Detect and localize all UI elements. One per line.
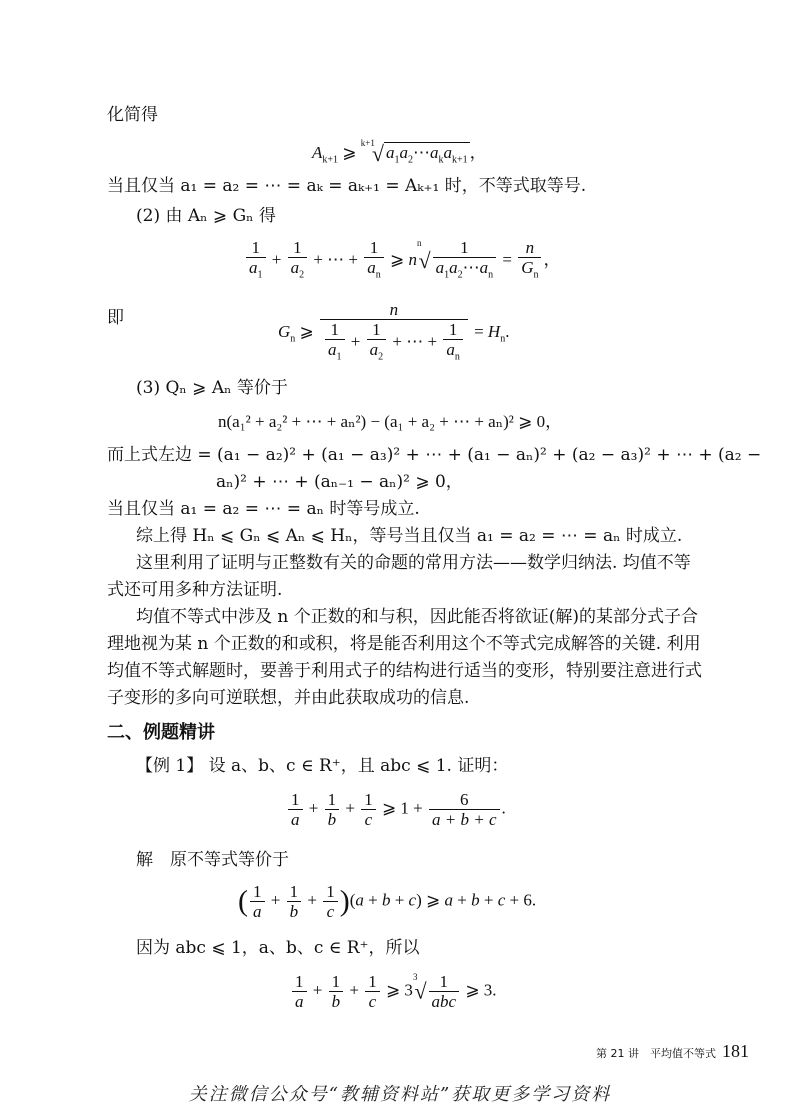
equation-part-2: $\frac{1}{a_1}$ + $\frac{1}{a_2}$ + ⋯ + $\frac{1}{a_n}$ ⩾ $n^n√$ $\frac{1}{a_1a_2\cdots a_n}$ = $\frac{n}{G_n}$ ，: [244, 238, 560, 284]
text-ji: 即: [107, 308, 124, 328]
text-para1-line2: 式还可用多种方法证明.: [107, 580, 283, 600]
text-para2-line3: 均值不等式解题时，要善于利用式子的结构进行适当的变形，特别要注意进行式: [107, 661, 702, 681]
chapter-label: 第 21 讲 平均值不等式: [596, 1047, 716, 1060]
text-para2-line1: 均值不等式中涉及 n 个正数的和与积，因此能否将欲证(解)的某部分式子合: [136, 607, 699, 627]
equation-solution: ( $\frac{1}{a}$ + $\frac{1}{b}$ + $\frac{1}{c}$ )(a + b + c) ⩾ a + b + c + 6.: [238, 882, 537, 921]
text-simplify: 化简得: [107, 105, 158, 125]
text-example-1: 【例 1】 设 a、b、c ∈ R⁺，且 abc ⩽ 1. 证明：: [136, 756, 509, 776]
equation-harmonic: $G_n$ ⩾ n $\frac{1}{a_1}$ + $\frac{1}{a_2}$ + ⋯ + $\frac{1}{a_n}$ = $H_n$.: [278, 300, 510, 363]
page-footer: [596, 1041, 749, 1062]
page-number: 181: [722, 1041, 749, 1061]
text-part-2: (2) 由 Aₙ ⩾ Gₙ 得: [136, 206, 276, 226]
watermark-text: 关注微信公众号“教辅资料站”获取更多学习资料: [188, 1084, 612, 1105]
text-summary: 综上得 Hₙ ⩽ Gₙ ⩽ Aₙ ⩽ Hₙ，等号当且仅当 a₁ = a₂ = ⋯ = aₙ 时成立.: [136, 526, 683, 546]
equation-part-3: n(a₁² + a₂² + ⋯ + aₙ²) − (a₁ + a₂ + ⋯ + aₙ)² ⩾ 0，: [218, 412, 563, 431]
section-heading: 二、例题精讲: [107, 722, 215, 743]
text-solution: 解 原不等式等价于: [136, 850, 289, 870]
text-para2-line2: 理地视为某 n 个正数的和或积，将是能否利用这个不等式完成解答的关键. 利用: [107, 634, 701, 654]
text-equality-condition-2: 当且仅当 a₁ = a₂ = ⋯ = aₙ 时等号成立.: [107, 499, 420, 519]
text-part-3: (3) Qₙ ⩾ Aₙ 等价于: [136, 378, 288, 398]
equation-am-gm: $\frac{1}{a}$ + $\frac{1}{b}$ + $\frac{1}{c}$ ⩾ $3^3√$ $\frac{1}{\text{abc}}$ ⩾ 3.: [290, 972, 497, 1011]
text-because: 因为 abc ⩽ 1，a、b、c ∈ R⁺，所以: [136, 938, 420, 958]
text-para1-line1: 这里利用了证明与正整数有关的命题的常用方法——数学归纳法. 均值不等: [136, 553, 691, 573]
text-left-side-1: 而上式左边 = (a₁ − a₂)² + (a₁ − a₃)² + ⋯ + (a₁ − aₙ)² + (a₂ − a₃)² + ⋯ + (a₂ −: [107, 445, 762, 465]
text-para2-line4: 子变形的多向可逆联想，并由此获取成功的信息.: [107, 688, 470, 708]
text-left-side-2: aₙ)² + ⋯ + (aₙ₋₁ − aₙ)² ⩾ 0，: [216, 472, 463, 492]
equation-example-1: $\frac{1}{a}$ + $\frac{1}{b}$ + $\frac{1}{c}$ ⩾ 1 + $\frac{6}{a + b + c}$ .: [286, 790, 506, 829]
text-equality-condition-1: 当且仅当 a₁ = a₂ = ⋯ = aₖ = aₖ₊₁ = Aₖ₊₁ 时，不等式取等号.: [107, 176, 587, 196]
equation-a-k1: $A_{k+1}$ ⩾ $^{k+1}$√ $a_1a_2\cdots a_ka_{k+1}$ ，: [312, 138, 487, 167]
